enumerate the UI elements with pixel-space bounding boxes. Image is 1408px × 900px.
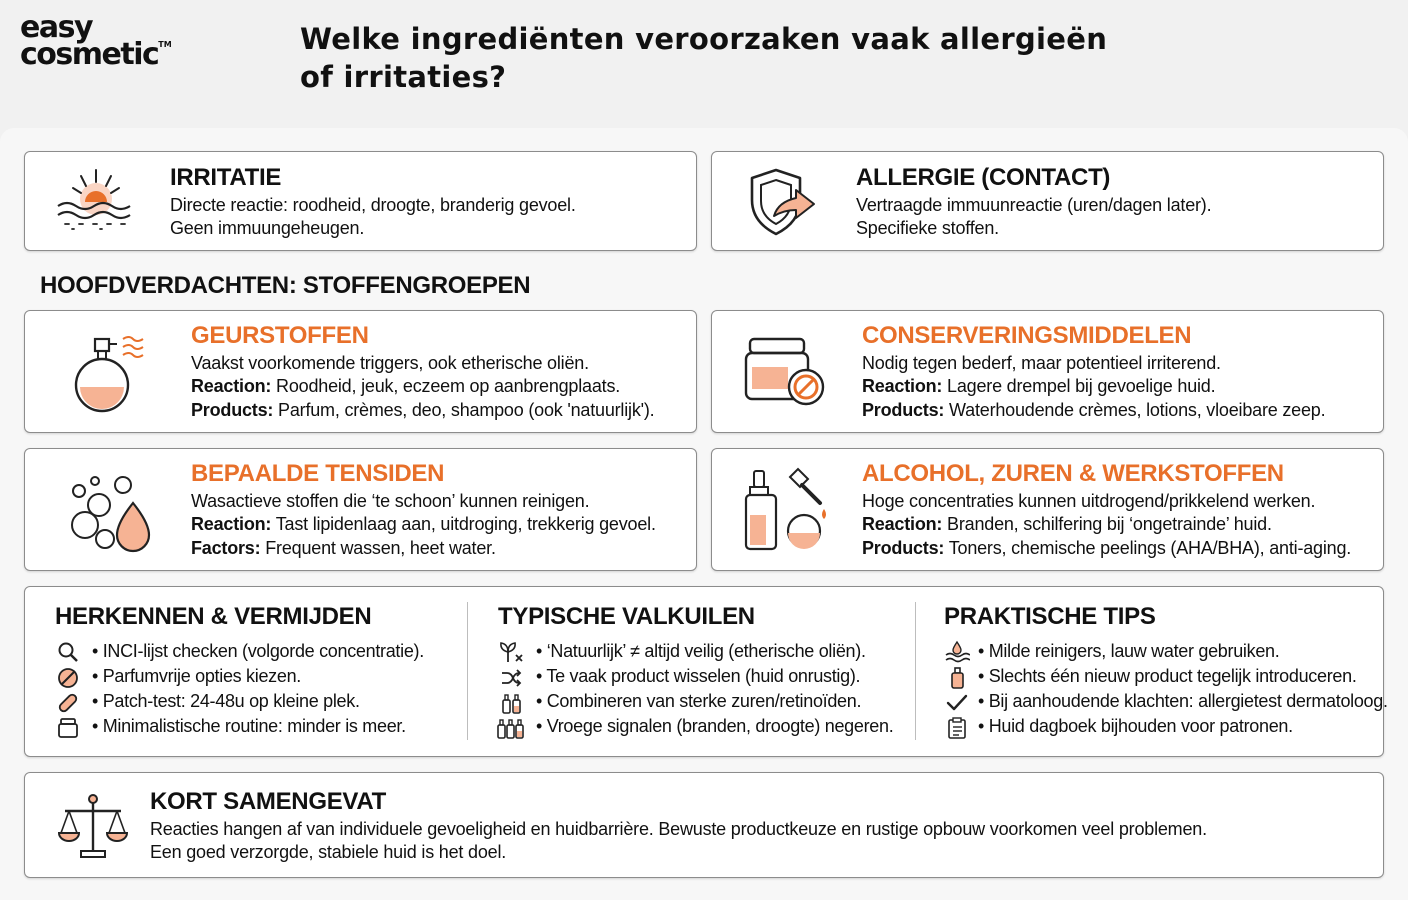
herkennen-item-4: • Minimalistische routine: minder is meer. xyxy=(92,716,406,736)
brand-line2 xyxy=(20,37,172,72)
allergie-line2: Specifieke stoffen. xyxy=(856,218,999,238)
sun-skin-icon xyxy=(55,166,137,236)
bandage-icon xyxy=(56,691,80,715)
tensiden-factors-label: Factors: xyxy=(191,538,261,558)
valkuilen-title: TYPISCHE VALKUILEN xyxy=(498,603,755,630)
brand-trademark: TM xyxy=(158,40,172,49)
shuffle-icon xyxy=(499,666,523,690)
tips-item-3: • Bij aanhoudende klachten: allergietest dermatoloog. xyxy=(978,691,1388,711)
tips-item-4: • Huid dagboek bijhouden voor patronen. xyxy=(978,716,1293,736)
alcohol-products-label: Products: xyxy=(862,538,945,558)
geurstoffen-reaction xyxy=(191,376,620,397)
card-tensiden xyxy=(24,448,697,571)
conservering-reaction-text: Lagere drempel bij gevoelige huid. xyxy=(947,376,1216,396)
alcohol-title: ALCOHOL, ZUREN & WERKSTOFFEN xyxy=(862,460,1284,487)
two-bottles-icon xyxy=(499,691,523,715)
tensiden-factors xyxy=(191,538,496,559)
alcohol-reaction xyxy=(862,514,1272,535)
card-conservering xyxy=(711,310,1384,433)
conservering-desc: Nodig tegen bederf, maar potentieel irriterend. xyxy=(862,353,1221,373)
geurstoffen-products-label: Products: xyxy=(191,400,274,420)
three-bottles-icon xyxy=(496,716,526,740)
alcohol-desc: Hoge concentraties kunnen uitdrogend/prikkelend werken. xyxy=(862,491,1316,511)
geurstoffen-title: GEURSTOFFEN xyxy=(191,322,369,349)
card-allergie xyxy=(711,151,1384,251)
tensiden-reaction xyxy=(191,514,656,535)
herkennen-item-2: • Parfumvrije opties kiezen. xyxy=(92,666,301,686)
checkmark-icon xyxy=(945,691,969,715)
valkuilen-item-1: • ‘Natuurlijk’ ≠ altijd veilig (etherische oliën). xyxy=(536,641,866,661)
tips-item-2: • Slechts één nieuw product tegelijk introduceren. xyxy=(978,666,1357,686)
summary-line1: Reacties hangen af van individuele gevoeligheid en huidbarrière. Bewuste productkeuze en rustige opbouw voorkomen veel problemen. xyxy=(150,819,1207,839)
jar-prohibited-icon xyxy=(742,327,832,417)
summary-line2: Een goed verzorgde, stabiele huid is het doel. xyxy=(150,842,507,862)
plant-cross-icon xyxy=(498,640,524,664)
water-drop-icon xyxy=(944,640,970,664)
column-divider-1 xyxy=(467,602,468,740)
conservering-products-label: Products: xyxy=(862,400,945,420)
clipboard-icon xyxy=(945,716,969,740)
conservering-reaction xyxy=(862,376,1215,397)
bottle-icon xyxy=(945,666,969,690)
herkennen-title: HERKENNEN & VERMIJDEN xyxy=(55,603,372,630)
alcohol-reaction-text: Branden, schilfering bij ‘ongetrainde’ huid. xyxy=(947,514,1272,534)
magnifier-icon xyxy=(56,640,80,664)
irritatie-line2: Geen immuungeheugen. xyxy=(170,218,365,238)
allergie-title: ALLERGIE (CONTACT) xyxy=(856,164,1111,191)
geurstoffen-desc: Vaakst voorkomende triggers, ook etherische oliën. xyxy=(191,353,589,373)
tensiden-reaction-label: Reaction: xyxy=(191,514,272,534)
shield-arrow-icon xyxy=(744,164,824,240)
herkennen-item-1: • INCI-lijst checken (volgorde concentratie). xyxy=(92,641,424,661)
alcohol-products-text: Toners, chemische peelings (AHA/BHA), anti-aging. xyxy=(948,538,1352,558)
jar-icon xyxy=(56,716,80,740)
geurstoffen-reaction-text: Roodheid, jeuk, eczeem op aanbrengplaats. xyxy=(276,376,621,396)
alcohol-products xyxy=(862,538,1351,559)
card-geurstoffen xyxy=(24,310,697,433)
section-heading: HOOFDVERDACHTEN: STOFFENGROEPEN xyxy=(40,272,531,299)
tensiden-desc: Wasactieve stoffen die ‘te schoon’ kunnen reinigen. xyxy=(191,491,590,511)
alcohol-reaction-label: Reaction: xyxy=(862,514,943,534)
column-divider-2 xyxy=(915,602,916,740)
valkuilen-item-2: • Te vaak product wisselen (huid onrustig). xyxy=(536,666,861,686)
conservering-title: CONSERVERINGSMIDDELEN xyxy=(862,322,1192,349)
irritatie-line1: Directe reactie: roodheid, droogte, branderig gevoel. xyxy=(170,195,576,215)
tensiden-reaction-text: Tast lipidenlaag aan, uitdroging, trekkerig gevoel. xyxy=(275,514,656,534)
tips-title: PRAKTISCHE TIPS xyxy=(944,603,1156,630)
card-irritatie xyxy=(24,151,697,251)
geurstoffen-reaction-label: Reaction: xyxy=(191,376,272,396)
conservering-products xyxy=(862,400,1325,421)
brand-line1: easy xyxy=(20,10,93,45)
geurstoffen-products-text: Parfum, crèmes, deo, shampoo (ook 'natuurlijk'). xyxy=(278,400,655,420)
valkuilen-item-4: • Vroege signalen (branden, droogte) negeren. xyxy=(536,716,894,736)
card-alcohol xyxy=(711,448,1384,571)
conservering-reaction-label: Reaction: xyxy=(862,376,943,396)
allergie-line1: Vertraagde immuunreactie (uren/dagen later). xyxy=(856,195,1212,215)
tensiden-factors-text: Frequent wassen, heet water. xyxy=(265,538,496,558)
bubbles-drop-icon xyxy=(65,463,161,559)
no-fragrance-icon xyxy=(56,666,80,690)
dropper-bottle-icon xyxy=(740,463,836,559)
tips-item-1: • Milde reinigers, lauw water gebruiken. xyxy=(978,641,1280,661)
valkuilen-item-3: • Combineren van sterke zuren/retinoïden. xyxy=(536,691,862,711)
brand-line2-text: cosmetic xyxy=(20,37,159,72)
tensiden-title: BEPAALDE TENSIDEN xyxy=(191,460,445,487)
perfume-bottle-icon xyxy=(65,327,155,417)
summary-title: KORT SAMENGEVAT xyxy=(150,788,386,815)
irritatie-title: IRRITATIE xyxy=(170,164,282,191)
brand-logo xyxy=(20,10,172,72)
herkennen-item-3: • Patch-test: 24-48u op kleine plek. xyxy=(92,691,360,711)
conservering-products-text: Waterhoudende crèmes, lotions, vloeibare zeep. xyxy=(949,400,1326,420)
page-title: Welke ingrediënten veroorzaken vaak allergieën of irritaties? xyxy=(300,22,1108,94)
balance-scale-icon xyxy=(55,789,131,865)
geurstoffen-products xyxy=(191,400,654,421)
card-summary xyxy=(24,772,1384,878)
